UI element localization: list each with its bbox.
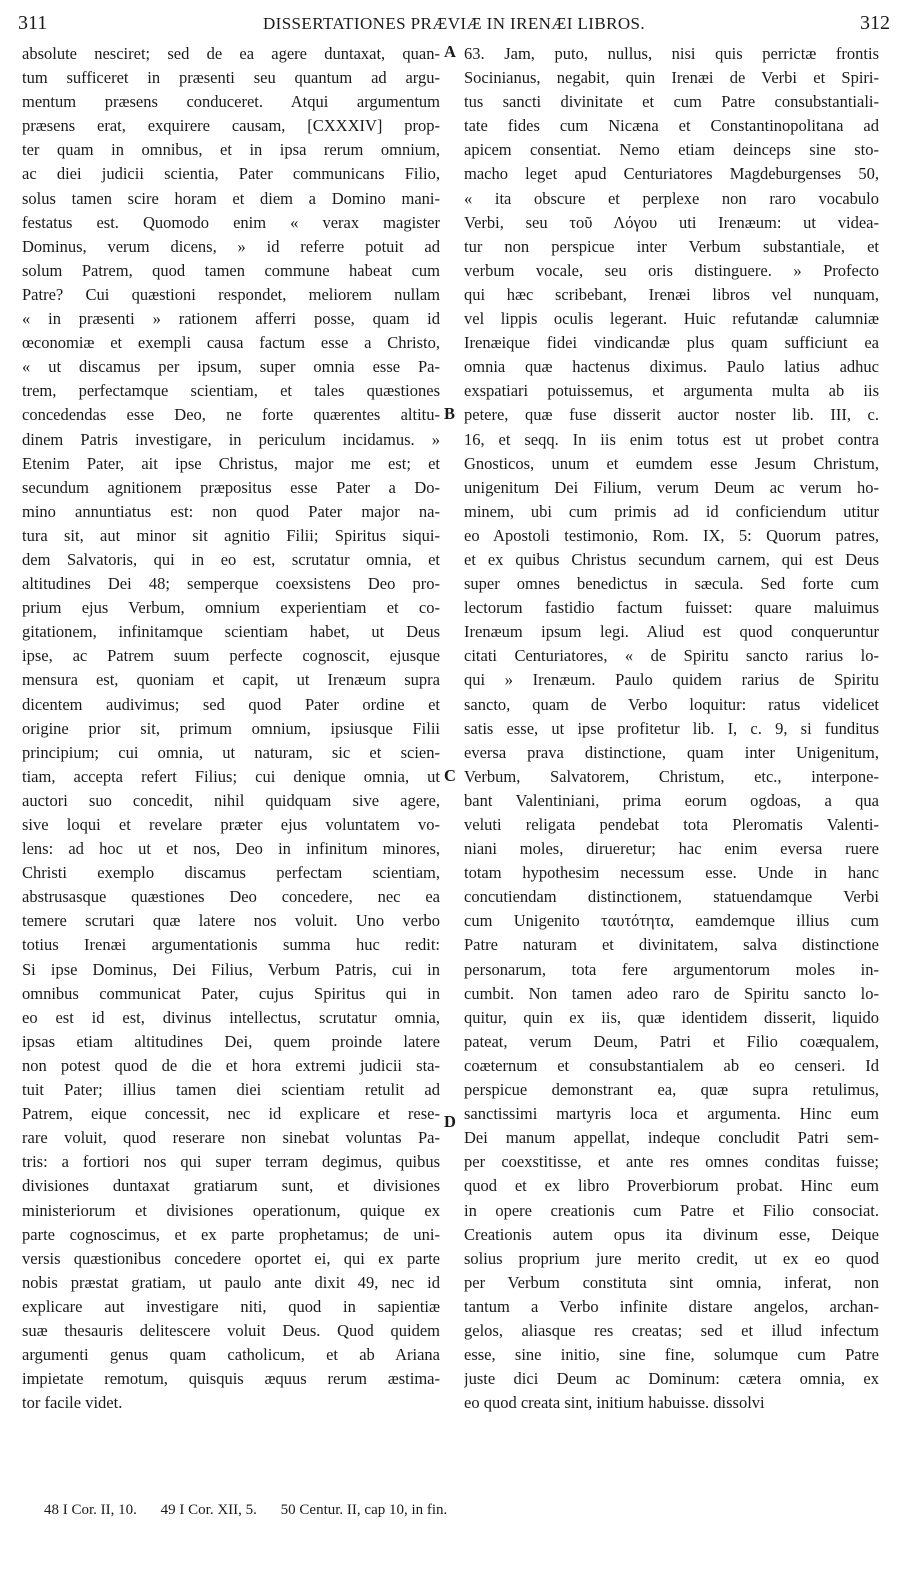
text-line: totam hypothesim necessum esse. Unde in hanc <box>464 863 879 883</box>
text-line: Socinianus, negabit, quin Irenæi de Verbi et Spiri- <box>464 68 879 88</box>
text-line: parte cognoscimus, et ex parte prophetamus; de uni- <box>22 1224 440 1244</box>
text-line: eo Apostoli testimonio, Rom. IX, 5: Quorum patres, <box>464 525 879 545</box>
text-line: nobis præstat gratiam, ut paulo ante dixit 49, nec id <box>22 1272 440 1292</box>
text-line: apicem consentiat. Nemo etiam deinceps sine sto- <box>464 140 879 160</box>
text-line: concutiendam distinctionem, statuendamque Verbi <box>464 887 879 907</box>
text-line: præsens erat, exquirere causam, [CXXXIV] prop- <box>22 116 440 136</box>
text-line: dinem Patris investigare, in periculum incidamus. » <box>22 429 440 449</box>
text-line: per coexstitisse, et ante res omnes conditas fuisse; <box>464 1152 879 1172</box>
text-line: Dominus, verum dicens, » id referre potuit ad <box>22 236 440 256</box>
text-line: auctori suo concedit, nihil quidquam sive agere, <box>22 790 440 810</box>
text-line: Creationis autem opus ita divinum esse, Deique <box>464 1224 879 1244</box>
text-line: exspatiari potuissemus, et argumenta multa ab iis <box>464 381 879 401</box>
text-line: principium; cui omnia, ut naturam, sic et scien- <box>22 742 440 762</box>
text-line: solus tamen scire horam et diem a Domino mani- <box>22 188 440 208</box>
text-line: mensura est, quoniam et capit, ut Irenæum supra <box>22 670 440 690</box>
text-line: trem, perfectamque scientiam, et tales quæstiones <box>22 381 440 401</box>
text-line: verbum vocale, seu oris distinguere. » Profecto <box>464 260 879 280</box>
text-line: rare voluit, quod reserare non sinebat voluntas Pa- <box>22 1128 440 1148</box>
text-line: ter quam in omnibus, et in ipsa rerum omnium, <box>22 140 440 160</box>
text-line: explicare aut investigare niti, quod in sapientiæ <box>22 1296 440 1316</box>
footnote: 49 I Cor. XII, 5. <box>160 1502 257 1518</box>
text-line: totius Irenæi argumentationis summa huc redit: <box>22 935 440 955</box>
text-line: secundum agnitionem præpositus esse Pater a Do- <box>22 477 440 497</box>
text-line: versis quæstionibus concedere oportet ei, qui ex parte <box>22 1248 440 1268</box>
footnote: 50 Centur. II, cap 10, in fin. <box>280 1502 448 1518</box>
text-line: tor facile videt. <box>22 1393 123 1413</box>
text-line: Etenim Pater, ait ipse Christus, major me est; et <box>22 453 440 473</box>
text-line: petere, quæ fuse disserit auctor noster lib. III, c. <box>464 405 879 425</box>
text-line: cum Unigenito ταυτότητα, eamdemque illius cum <box>464 911 879 931</box>
text-line: personarum, tota fere argumentorum moles in- <box>464 959 879 979</box>
text-line: abstrusasque quæstiones Deo concedere, nec ea <box>22 887 440 907</box>
text-line: minem, ubi cum primis ad id conficiendum utitur <box>464 501 879 521</box>
text-line: Si ipse Dominus, Dei Filius, Verbum Patris, cui in <box>22 959 440 979</box>
text-line: gelos, aliasque res creatas; sed et illud infectum <box>464 1320 879 1340</box>
running-title: DISSERTATIONES PRÆVIÆ IN IRENÆI LIBROS. <box>262 14 646 33</box>
text-line: tum sufficeret in præsenti seu quantum ad argu- <box>22 68 440 88</box>
text-line: tuit Pater; illius tamen diei scientiam retulit ad <box>22 1080 440 1100</box>
right-column <box>464 42 879 1415</box>
text-line: Gnosticos, unum et eumdem esse Jesum Christum, <box>464 453 879 473</box>
page-number-right: 312 <box>860 12 890 34</box>
text-line: Verbi, seu τοῦ Λόγου uti Irenæum: ut videa- <box>464 212 879 232</box>
text-line: quod et ex libro Proverbiorum probat. Hinc eum <box>464 1176 879 1196</box>
text-line: festatus est. Quomodo enim « verax magister <box>22 212 440 232</box>
text-line: 16, et seqq. In iis enim totus est ut probet contra <box>464 429 879 449</box>
text-line: absolute nesciret; sed de ea agere duntaxat, quan- <box>22 44 440 63</box>
text-line: juste dici Deum ac Dominum: cætera omnia, ex <box>464 1369 879 1389</box>
text-line: Irenæum ipsum legi. Aliud est quod conqueruntur <box>464 622 879 642</box>
text-line: divisiones duntaxat gratiarum sunt, et divisiones <box>22 1176 440 1196</box>
text-line: temere scrutari quæ latere nos voluit. Uno verbo <box>22 911 440 931</box>
text-line: niani moles, dirueretur; hac enim eversa ruere <box>464 839 879 859</box>
text-line: Patre? Cui quæstioni respondet, meliorem nullam <box>22 284 440 304</box>
page-header <box>18 12 890 38</box>
margin-letter-c: C <box>444 766 456 785</box>
text-line: impietate remotum, quisquis æquus rerum æstima- <box>22 1369 440 1389</box>
text-line: tur non perspicue inter Verbum substantiale, et <box>464 236 879 256</box>
margin-letter-d: D <box>444 1112 456 1131</box>
text-line: unigenitum Dei Filium, verum Deum ac verum ho- <box>464 477 879 497</box>
margin-letter-a: A <box>444 42 456 61</box>
text-line: cumbit. Non tamen adeo raro de Spiritu sancto lo- <box>464 983 879 1003</box>
text-line: origine prior sit, primum omnium, ipsiusque Filii <box>22 718 440 738</box>
text-line: 63. Jam, puto, nullus, nisi quis perrictæ frontis <box>464 44 879 63</box>
text-line: mino annuntiatus est: non quod Pater major na- <box>22 501 440 521</box>
page-number-left: 311 <box>18 12 48 34</box>
text-line: Irenæique fidei vindicandæ plus quam sufficiunt ea <box>464 333 879 353</box>
text-line: esse, sine initio, sine fine, solumque cum Patre <box>464 1345 879 1365</box>
text-line: dem Salvatoris, qui in eo est, scrutatur omnia, et <box>22 549 440 569</box>
footnotes <box>44 1502 467 1519</box>
footnote: 48 I Cor. II, 10. <box>44 1502 137 1518</box>
text-line: solum Patrem, quod tamen commune habeat cum <box>22 260 440 280</box>
text-line: omnia quæ hactenus diximus. Paulo latius adhuc <box>464 357 879 377</box>
text-line: ac diei judicii scientia, Pater communicans Filio, <box>22 164 440 184</box>
text-line: sancto, quam de Verbo loquitur: ratus videlicet <box>464 694 879 714</box>
text-line: bant Valentiniani, prima eorum ogdoas, a qua <box>464 790 879 810</box>
text-line: argumenti genus quam catholicum, et ab Ariana <box>22 1345 440 1365</box>
text-line: satis esse, ut ipse profitetur lib. I, c. 9, si funditus <box>464 718 879 738</box>
text-line: Christi exemplo discamus perfectam scientiam, <box>22 863 440 883</box>
text-line: veluti religata pendebat tota Pleromatis Valenti- <box>464 815 879 834</box>
text-line: in opere creationis cum Patre et Filio consociat. <box>464 1200 879 1220</box>
text-line: non potest quod de die et hora extremi judicii sta- <box>22 1055 440 1075</box>
text-line: super omnes benedictus in sæcula. Sed forte cum <box>464 574 879 594</box>
text-line: ipsas etiam altitudines Dei, quem proinde latere <box>22 1031 440 1051</box>
text-line: tris: a fortiori nos qui super terram degimus, quibus <box>22 1152 440 1172</box>
text-line: per Verbum constituta sint omnia, inferat, non <box>464 1272 879 1292</box>
text-line: qui » Irenæum. Paulo quidem rarius de Spiritu <box>464 670 879 690</box>
text-line: lectorum fastidio factum fuisset: quare maluimus <box>464 598 879 618</box>
text-line: œconomiæ et exempli causa factum esse a Christo, <box>22 333 440 353</box>
text-line: vel lippis oculis legerant. Huic refutandæ calumniæ <box>464 309 879 329</box>
text-line: « in præsenti » rationem afferri posse, quam id <box>22 309 440 329</box>
text-line: tantum a Verbo infinite distare angelos, archan- <box>464 1296 879 1316</box>
text-line: lens: ad hoc ut et nos, Deo in infinitum minores, <box>22 839 440 859</box>
text-line: mentum præsens conduceret. Atqui argumentum <box>22 92 440 112</box>
text-line: tura sit, aut minor sit agnitio Filii; Spiritus siqui- <box>22 525 440 545</box>
text-line: ipse, ac Patrem suum perfecte cognoscit, ejusque <box>22 646 440 666</box>
text-line: ministeriorum et divisiones operationum, quique ex <box>22 1200 440 1220</box>
text-line: tiam, accepta refert Filius; cui denique omnia, ut <box>22 766 440 786</box>
text-line: pateat, verum Deum, Patri et Filio coæqualem, <box>464 1031 879 1051</box>
text-line: macho leget apud Centuriatores Magdeburgenses 50, <box>464 164 879 184</box>
text-line: Verbum, Salvatorem, Christum, etc., interpone- <box>464 766 879 786</box>
text-line: qui hæc scribebant, Irenæi libros vel nunquam, <box>464 284 879 304</box>
text-line: dicentem audivimus; sed quod Pater ordine et <box>22 694 440 714</box>
text-line: quitur, quin ex iis, quæ identidem disserit, liquido <box>464 1007 879 1027</box>
text-line: tus sancti divinitate et cum Patre consubstantiali- <box>464 92 879 112</box>
text-line: Patre naturam et divinitatem, salva distinctione <box>464 935 879 955</box>
text-line: solius proprium jure merito credit, ut ex eo quod <box>464 1248 879 1268</box>
text-line: coæternum et consubstantialem ab eo censeri. Id <box>464 1055 879 1075</box>
text-line: citati Centuriatores, « de Spiritu sancto rarius lo- <box>464 646 879 666</box>
text-line: sanctissimi martyris loca et argumenta. Hinc eum <box>464 1104 879 1124</box>
text-line: perspicue demonstrant ea, quæ supra retulimus, <box>464 1080 879 1100</box>
text-line: concedendas esse Deo, ne forte quærentes altitu- <box>22 405 440 425</box>
text-line: Dei manum appellat, indeque concludit Patri sem- <box>464 1128 879 1148</box>
text-line: sive loqui et revelare præter ejus voluntatem vo- <box>22 815 440 834</box>
text-line: Patrem, eique concessit, nec id explicare et rese- <box>22 1104 440 1124</box>
left-column <box>22 42 440 1415</box>
text-line: eo est id est, divinus intellectus, scrutatur omnia, <box>22 1007 440 1027</box>
text-line: et ex quibus Christus secundum carnem, qui est Deus <box>464 549 879 569</box>
text-line: eo quod creata sint, initium habuisse. dissolvi <box>464 1393 765 1413</box>
text-line: prium ejus Verbum, omnium experientiam et co- <box>22 598 440 618</box>
margin-letter-b: B <box>444 404 456 423</box>
text-line: tate fides cum Nicæna et Constantinopolitana ad <box>464 116 879 136</box>
text-line: eversa prava distinctione, quam inter Unigenitum, <box>464 742 879 762</box>
text-line: omnibus communicat Pater, cujus Spiritus qui in <box>22 983 440 1003</box>
text-line: gitationem, infinitamque scientiam habet, ut Deus <box>22 622 440 642</box>
text-line: suæ thesauris delitescere voluit Deus. Quod quidem <box>22 1320 440 1340</box>
text-line: « ita obscure et perplexe non raro vocabulo <box>464 188 879 208</box>
text-line: « ut discamus per ipsum, super omnia esse Pa- <box>22 357 440 377</box>
text-line: altitudines Dei 48; semperque coexsistens Deo pro- <box>22 574 440 594</box>
